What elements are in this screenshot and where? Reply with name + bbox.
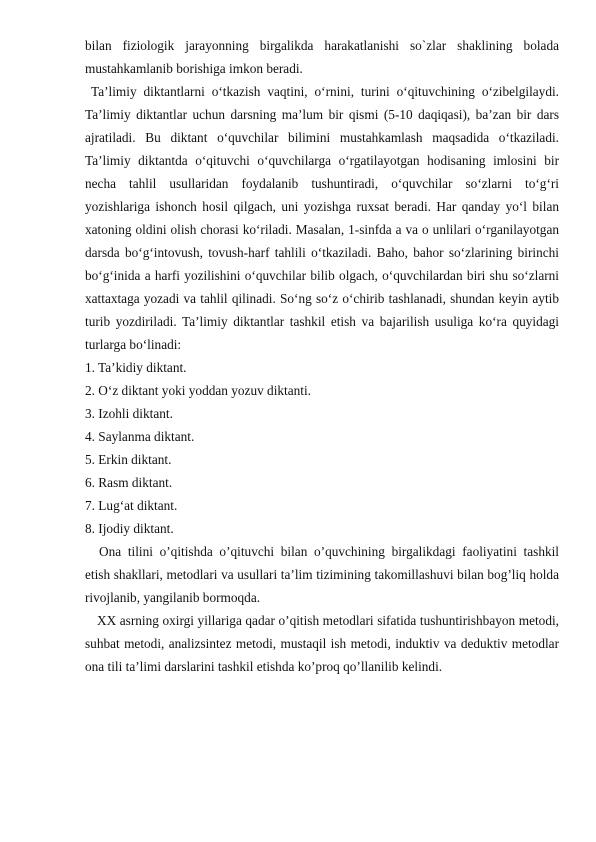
list-item: 4. Saylanma diktant. [85, 429, 195, 444]
paragraph-xx-asr: XX asrning oxirgi yillariga qadar o’qitish metodlari sifatida tushuntirishbayon metodi, suhbat metodi, analizsintez metodi, mustaqil ish metodi, induktiv va deduktiv metodlar ona tili ta’limi darslarini tashkil etishda ko’proq qo’llanilib kelindi. [85, 613, 559, 674]
list-item: 1. Ta’kidiy diktant. [85, 360, 187, 375]
paragraph-talimiy-diktant: Ta’limiy diktantlarni o‘tkazish vaqtini, o‘rnini, turini o‘qituvchining o‘zibelgilaydi. Ta’limiy diktantlar uchun darsning ma’lum bir qismi (5-10 daqiqasi), ba’zan bir dars ajratiladi. Bu diktant o‘quvchilar bilimini mustahkamlash maqsadida o‘tkaziladi. Ta’limiy diktantda o‘qituvchi o‘quvchilarga o‘rgatilayotgan hodisaning imlosini bir necha tahlil usullaridan foydalanib tushuntiradi, o‘quvchilar so‘zlarni to‘g‘ri yozishlariga ishonch hosil qilgach, uni yozishga ruxsat beradi. Har qanday yo‘l bilan xatoning oldini olish chorasi ko‘riladi. Masalan, 1-sinfda a va o unlilari o‘rganilayotgan darsda bo‘g‘intovush, tovush-harf tahlili o‘tkaziladi. Baho, bahor so‘zlarining birinchi bo‘g‘inida a harfi yozilishini o‘quvchilar bilib olgach, o‘quvchilardan biri shu so‘zlarni xattaxtaga yozadi va tahlil qilinadi. So‘ng so‘z o‘chirib tashlanadi, shundan keyin aytib turib yozdiriladi. Ta’limiy diktantlar tashkil etish va bajarilish usuliga ko‘ra quyidagi turlarga bo‘linadi: [85, 84, 559, 352]
list-item: 5. Erkin diktant. [85, 452, 172, 467]
paragraph-continuation: bilan fiziologik jarayonning birgalikda harakatlanishi so`zlar shaklining bolada mustahkamlanib borishiga imkon beradi. [85, 38, 559, 76]
list-item: 2. O‘z diktant yoki yoddan yozuv diktanti. [85, 383, 312, 398]
list-item: 7. Lug‘at diktant. [85, 498, 178, 513]
list-item: 6. Rasm diktant. [85, 475, 173, 490]
paragraph-ona-tili: Ona tilini o’qitishda o’qituvchi bilan o’quvchining birgalikdagi faoliyatini tashkil etish shakllari, metodlari va usullari ta’lim tizimining takomillashuvi bilan bog’liq holda rivojlanib, yangilanib bormoqda. [85, 544, 559, 605]
diktant-types-list [85, 356, 559, 540]
list-item: 8. Ijodiy diktant. [85, 521, 174, 536]
document-page [85, 34, 559, 678]
list-item: 3. Izohli diktant. [85, 406, 173, 421]
